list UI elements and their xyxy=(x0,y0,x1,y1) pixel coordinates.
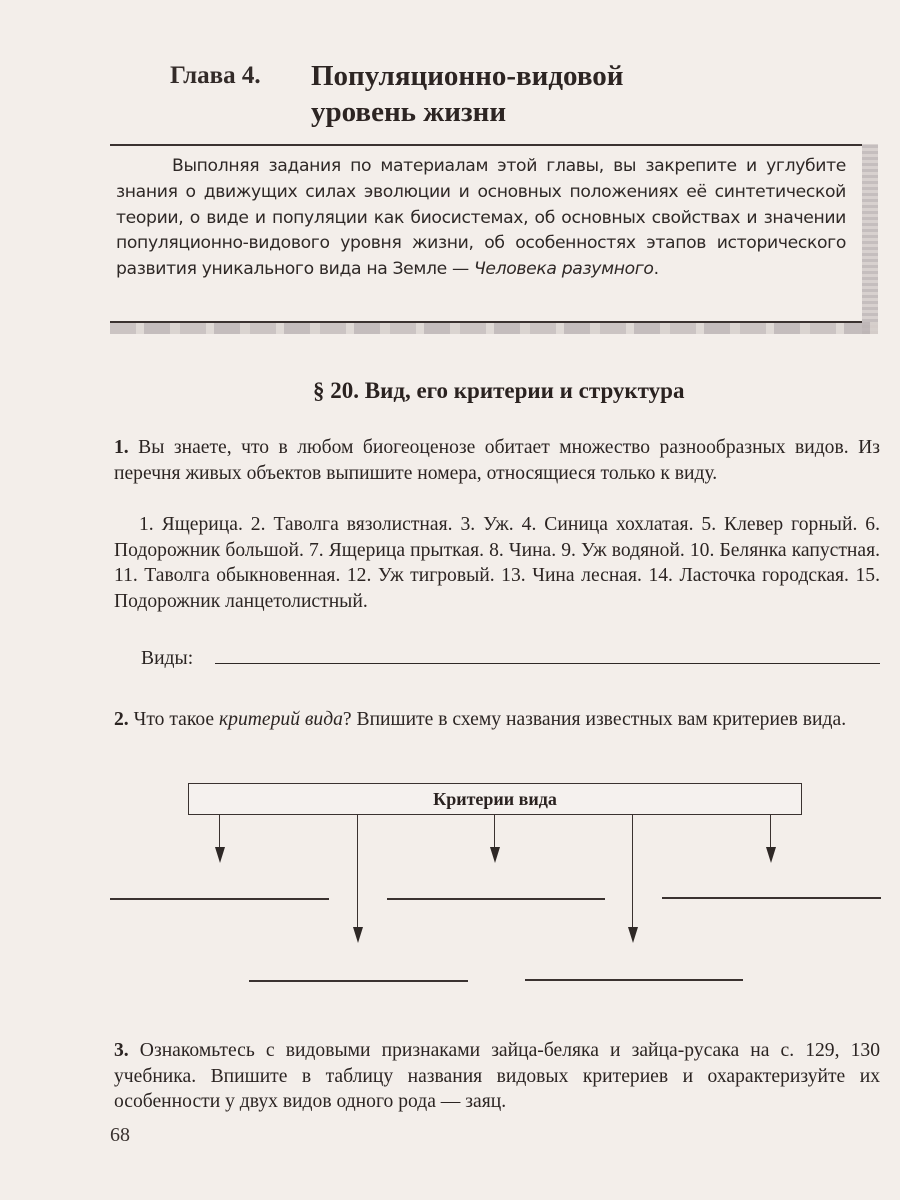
chapter-label: Глава 4. xyxy=(170,62,261,89)
task-2-prompt xyxy=(114,707,880,733)
task-3-text: Ознакомьтесь с видовыми признаками зайца-беляка и зайца-русака на с. 129, 130 учебника. Впишите в таблицу названия видовых критериев и охарактеризуйте их особенности у двух видов одного рода — заяц. xyxy=(114,1040,880,1113)
arrow-down-icon xyxy=(766,847,776,863)
arrow-3-line xyxy=(494,815,495,849)
task-1-prompt xyxy=(114,435,880,486)
intro-top-rule xyxy=(110,144,862,146)
intro-text: Выполняя задания по материалам этой главы, вы закрепите и углубите знания о движущих силах эволюции и основных положениях её синтетической теории, о виде и популяции как биосистемах, об основных свойствах и значении популяционно-видового уровня жизни, об особенностях этапов исторического развития уникального вида на Земле — xyxy=(116,156,846,280)
task-3-number: 3. xyxy=(114,1040,129,1061)
species-answer-line[interactable] xyxy=(215,663,880,664)
criterion-blank-5[interactable] xyxy=(525,979,743,981)
intro-box-shadow-bottom xyxy=(110,322,878,334)
arrow-2-line xyxy=(357,815,358,929)
task-2-text-before: Что такое xyxy=(128,709,219,730)
criterion-blank-3[interactable] xyxy=(662,897,881,899)
criterion-blank-1[interactable] xyxy=(110,898,329,900)
chapter-title: Популяционно-видовой уровень жизни xyxy=(311,60,624,128)
arrow-4-line xyxy=(632,815,633,929)
task-1-list: 1. Ящерица. 2. Таволга вязолистная. 3. Уж. 4. Синица хохлатая. 5. Клевер горный. 6. Подорожник большой. 7. Ящерица прыткая. 8. Чина. 9. Уж водяной. 10. Белянка капустная. 11. Таволга обыкновенная. 12. Уж тигровый. 13. Чина лесная. 14. Ласточка городская. 15. Подорожник ланцетолистный. xyxy=(114,514,880,612)
arrow-5-line xyxy=(770,815,771,849)
chapter-intro xyxy=(116,154,846,283)
intro-box-shadow-right xyxy=(862,144,878,334)
arrow-down-icon xyxy=(628,927,638,943)
task-2-term: критерий вида xyxy=(219,709,343,730)
section-heading: § 20. Вид, его критерии и структура xyxy=(313,378,685,403)
task-1-text: Вы знаете, что в любом биогеоценозе обитает множество разнообразных видов. Из перечня живых объектов выпишите номера, относящиеся только к виду. xyxy=(114,437,880,484)
task-1-number: 1. xyxy=(114,437,129,458)
arrow-1-line xyxy=(219,815,220,849)
arrow-down-icon xyxy=(353,927,363,943)
page-number: 68 xyxy=(110,1124,130,1146)
arrow-down-icon xyxy=(215,847,225,863)
task-2-number: 2. xyxy=(114,709,129,730)
task-3-prompt xyxy=(114,1038,880,1115)
intro-italic-term: Человека разумного xyxy=(473,259,654,280)
intro-bottom-rule xyxy=(110,321,862,323)
species-criteria-box xyxy=(188,783,802,815)
criterion-blank-4[interactable] xyxy=(249,980,468,982)
criteria-box-label: Критерии вида xyxy=(433,788,557,809)
task-2-text-after: ? Впишите в схему названия известных вам критериев вида. xyxy=(342,709,847,730)
intro-end: . xyxy=(653,259,659,280)
arrow-down-icon xyxy=(490,847,500,863)
species-answer-label: Виды: xyxy=(141,648,194,669)
criterion-blank-2[interactable] xyxy=(387,898,605,900)
